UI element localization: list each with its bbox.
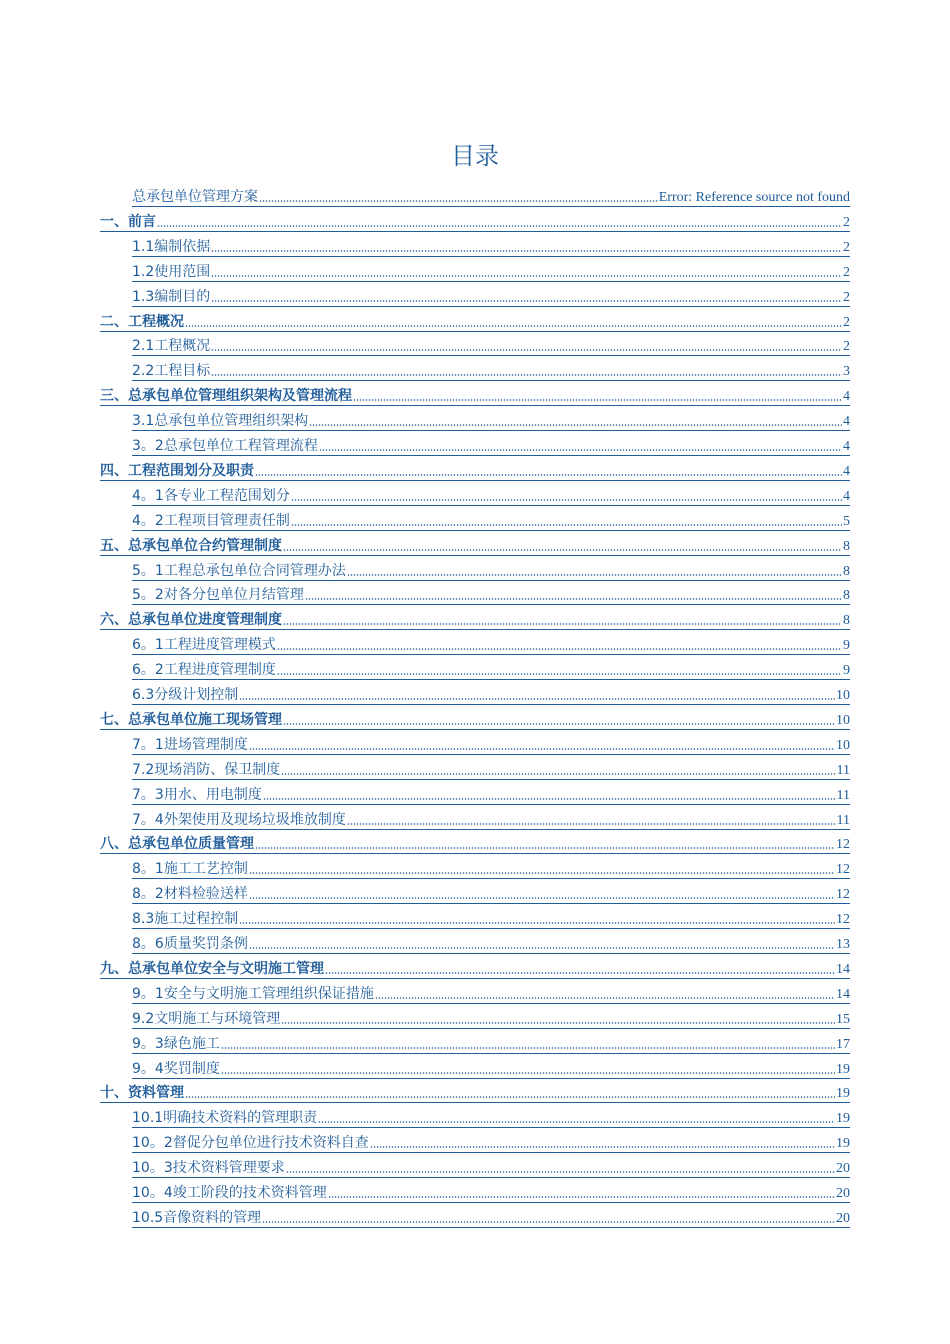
toc-page-number: 11	[836, 762, 850, 778]
toc-entry-label: 二、工程概况	[100, 313, 184, 330]
toc-entry-label: 六、总承包单位进度管理制度	[100, 612, 282, 629]
toc-dot-leader	[263, 797, 836, 801]
toc-page-number: 5	[843, 513, 850, 529]
toc-dot-leader	[281, 1021, 835, 1025]
toc-page-number: 17	[836, 1036, 850, 1052]
toc-subsection-link[interactable]	[132, 431, 850, 456]
toc-page-number: 2	[843, 214, 850, 230]
toc-subsection-link[interactable]	[132, 282, 850, 307]
toc-page-number: 8	[843, 538, 850, 554]
toc-subsection-link[interactable]	[132, 655, 850, 680]
toc-entry-label: 10。3技术资料管理要求	[132, 1160, 285, 1177]
toc-page-number: 2	[843, 339, 850, 355]
toc-section-link[interactable]	[100, 954, 850, 979]
toc-subsection-link[interactable]	[132, 929, 850, 954]
toc-subsection-link[interactable]	[132, 356, 850, 381]
toc-page-number: 4	[843, 439, 850, 454]
toc-entry-label: 2.2工程目标	[132, 363, 211, 380]
toc-dot-leader	[319, 448, 842, 452]
toc-page-number: 10	[836, 737, 850, 753]
toc-dot-leader	[249, 946, 835, 950]
toc-entry-label: 五、总承包单位合约管理制度	[100, 537, 282, 554]
toc-entry-label: 三、总承包单位管理组织架构及管理流程	[100, 388, 352, 405]
toc-section-link[interactable]	[100, 829, 850, 854]
toc-subsection-link[interactable]	[132, 580, 850, 605]
toc-page-number: 4	[843, 463, 850, 479]
toc-dot-leader	[211, 348, 842, 352]
toc-dot-leader	[259, 199, 658, 203]
toc-section-link[interactable]	[100, 605, 850, 630]
toc-entry-label: 八、总承包单位质量管理	[100, 836, 254, 853]
toc-entry-label: 10。2督促分包单位进行技术资料自查	[132, 1135, 369, 1152]
toc-subsection-link[interactable]	[132, 680, 850, 705]
toc-page-number: 20	[836, 1210, 850, 1226]
toc-entry-label: 5。1工程总承包单位合同管理办法	[132, 562, 346, 579]
toc-subsection-link[interactable]	[132, 1203, 850, 1228]
toc-page-number: 19	[836, 1086, 850, 1102]
toc-subsection-link[interactable]	[132, 506, 850, 531]
toc-dot-leader	[277, 672, 842, 676]
toc-page-number: 12	[836, 862, 850, 878]
toc-dot-leader	[221, 1071, 835, 1075]
toc-subsection-link[interactable]	[132, 1029, 850, 1054]
toc-subsection-link[interactable]	[132, 854, 850, 879]
toc-dot-leader	[249, 896, 835, 900]
toc-subsection-link[interactable]	[132, 1103, 850, 1128]
toc-entry-label: 一、前言	[100, 213, 156, 230]
toc-page-number: 10	[836, 688, 850, 703]
toc-subsection-link[interactable]	[132, 904, 850, 929]
toc-subsection-link[interactable]	[132, 1178, 850, 1203]
toc-entry-label: 总承包单位管理方案	[132, 189, 258, 205]
toc-dot-leader	[255, 846, 835, 850]
toc-page-number: 8	[843, 613, 850, 629]
toc-subsection-link[interactable]	[132, 556, 850, 581]
toc-subsection-link[interactable]	[132, 1153, 850, 1178]
toc-subsection-link[interactable]	[132, 630, 850, 655]
toc-subsection-link[interactable]	[132, 406, 850, 431]
toc-entry-label: 1.1编制依据	[132, 238, 211, 255]
toc-entry-label: 十、资料管理	[100, 1085, 184, 1102]
toc-section-link[interactable]	[100, 381, 850, 406]
toc-page-number: 19	[836, 1061, 850, 1077]
toc-dot-leader	[255, 473, 842, 477]
toc-dot-leader	[239, 921, 835, 925]
toc-page-number: 12	[836, 912, 850, 928]
toc-dot-leader	[328, 1195, 835, 1199]
toc-page-number: 8	[843, 563, 850, 579]
toc-subsection-link[interactable]	[132, 257, 850, 282]
toc-page-number: 10	[836, 712, 850, 728]
toc-entry-label: 10.1明确技术资料的管理职责	[132, 1110, 318, 1127]
toc-page-number: 20	[836, 1161, 850, 1177]
toc-dot-leader	[291, 523, 842, 527]
toc-section-link[interactable]	[100, 1078, 850, 1103]
toc-section-link[interactable]	[100, 705, 850, 730]
toc-section-link[interactable]	[100, 207, 850, 232]
toc-entry-label: 四、工程范围划分及职责	[100, 462, 254, 479]
toc-dot-leader	[325, 971, 835, 975]
toc-page-number: 2	[843, 314, 850, 330]
toc-entry-label: 4。1各专业工程范围划分	[132, 487, 290, 504]
toc-dot-leader	[281, 772, 835, 776]
toc-entry-label: 6。2工程进度管理制度	[132, 662, 276, 679]
toc-page-number: 13	[836, 937, 850, 952]
toc-dot-leader	[370, 1145, 835, 1149]
toc-entry-label: 1.2使用范围	[132, 263, 211, 280]
toc-subsection-link[interactable]	[132, 780, 850, 805]
toc-subsection-link[interactable]	[132, 805, 850, 830]
toc-dot-leader	[211, 249, 842, 253]
toc-page-number: 9	[843, 663, 850, 679]
toc-page-number: 20	[836, 1186, 850, 1201]
toc-entry-label: 8。6质量奖罚条例	[132, 936, 248, 952]
toc-dot-leader	[347, 822, 836, 826]
toc-dot-leader	[375, 996, 835, 1000]
toc-subsection-link[interactable]	[132, 979, 850, 1004]
toc-subsection-link[interactable]	[132, 755, 850, 780]
toc-entry-label: 10。4竣工阶段的技术资料管理	[132, 1185, 327, 1201]
toc-subsection-link[interactable]	[132, 1004, 850, 1029]
toc-section-link[interactable]	[100, 307, 850, 332]
toc-dot-leader	[283, 622, 842, 626]
toc-dot-leader	[283, 722, 835, 726]
toc-dot-leader	[283, 548, 842, 552]
toc-subsection-link[interactable]	[132, 481, 850, 506]
toc-dot-leader	[239, 697, 835, 701]
toc-entry-label: 6.3分级计划控制	[132, 687, 239, 703]
toc-page-number: 2	[843, 289, 850, 305]
toc-subsection-link[interactable]	[132, 1054, 850, 1079]
toc-entry-label: 3.1总承包单位管理组织架构	[132, 413, 309, 430]
toc-entry-label: 9。4奖罚制度	[132, 1060, 220, 1077]
toc-subsection-link[interactable]	[132, 331, 850, 356]
toc-dot-leader	[249, 747, 835, 751]
toc-dot-leader	[211, 299, 842, 303]
toc-dot-leader	[185, 1095, 835, 1099]
toc-entry-label: 2.1工程概况	[132, 338, 211, 355]
toc-page-number: 19	[836, 1136, 850, 1152]
toc-dot-leader	[249, 871, 835, 875]
toc-dot-leader	[262, 1220, 835, 1224]
toc-page-number: 9	[843, 638, 850, 654]
toc-entry-label: 5。2对各分包单位月结管理	[132, 587, 304, 604]
toc-dot-leader	[157, 224, 842, 228]
toc-page-number: 3	[843, 364, 850, 380]
toc-entry-label: 7。4外架使用及现场垃圾堆放制度	[132, 811, 346, 828]
toc-dot-leader	[309, 423, 842, 427]
toc-subsection-link[interactable]	[132, 232, 850, 257]
toc-subsection-link[interactable]	[132, 1128, 850, 1153]
toc-entry-label: 8.3施工过程控制	[132, 911, 239, 928]
toc-entry-label: 7。1进场管理制度	[132, 736, 248, 753]
toc-page-number: 2	[843, 264, 850, 280]
toc-dot-leader	[291, 498, 842, 502]
toc-dot-leader	[286, 1170, 835, 1174]
toc-section-link[interactable]	[100, 456, 850, 481]
toc-dot-leader	[305, 597, 842, 601]
toc-entry-label: 8。1施工工艺控制	[132, 861, 248, 878]
toc-entry-label: 4。2工程项目管理责任制	[132, 512, 290, 529]
toc-entry-label: 10.5音像资料的管理	[132, 1209, 262, 1226]
toc-subsection-link[interactable]	[132, 879, 850, 904]
toc-entry-label: 7.2现场消防、保卫制度	[132, 761, 281, 778]
toc-subsection-link[interactable]	[132, 182, 850, 207]
toc-dot-leader	[318, 1120, 835, 1124]
toc-dot-leader	[211, 274, 842, 278]
toc-dot-leader	[221, 1046, 835, 1050]
toc-page-number: 12	[836, 837, 850, 853]
toc-entry-label: 8。2材料检验送样	[132, 886, 248, 903]
toc-page-number: 12	[836, 887, 850, 903]
toc-page-number: 11	[836, 812, 850, 828]
toc-entry-label: 7。3用水、用电制度	[132, 786, 262, 803]
toc-dot-leader	[353, 398, 842, 402]
toc-entry-label: 9。3绿色施工	[132, 1035, 220, 1052]
toc-entry-label: 9.2文明施工与环境管理	[132, 1010, 281, 1027]
toc-page-number: 4	[843, 389, 850, 405]
toc-page-number: 8	[843, 588, 850, 604]
toc-page-number: 19	[836, 1111, 850, 1127]
toc-entry-label: 3。2总承包单位工程管理流程	[132, 438, 318, 454]
toc-page-number: 15	[836, 1011, 850, 1027]
toc-page-number: 4	[843, 414, 850, 430]
toc-entry-label: 七、总承包单位施工现场管理	[100, 711, 282, 728]
toc-dot-leader	[347, 573, 842, 577]
toc-page-number: 2	[843, 239, 850, 255]
toc-title: 目录	[451, 142, 499, 170]
toc-dot-leader	[277, 647, 842, 651]
toc-dot-leader	[211, 373, 842, 377]
toc-page-number: Error: Reference source not found	[658, 190, 850, 205]
toc-page-number: 14	[836, 986, 850, 1002]
toc-page-number: 11	[836, 787, 850, 803]
toc-subsection-link[interactable]	[132, 730, 850, 755]
toc-entry-label: 6。1工程进度管理模式	[132, 637, 276, 654]
toc-dot-leader	[185, 324, 842, 328]
toc-page-number: 4	[843, 488, 850, 504]
toc-entry-label: 1.3编制目的	[132, 288, 211, 305]
toc-entry-label: 9。1安全与文明施工管理组织保证措施	[132, 985, 374, 1002]
toc-page-number: 14	[836, 961, 850, 977]
toc-entry-label: 九、总承包单位安全与文明施工管理	[100, 960, 324, 977]
toc-section-link[interactable]	[100, 531, 850, 556]
